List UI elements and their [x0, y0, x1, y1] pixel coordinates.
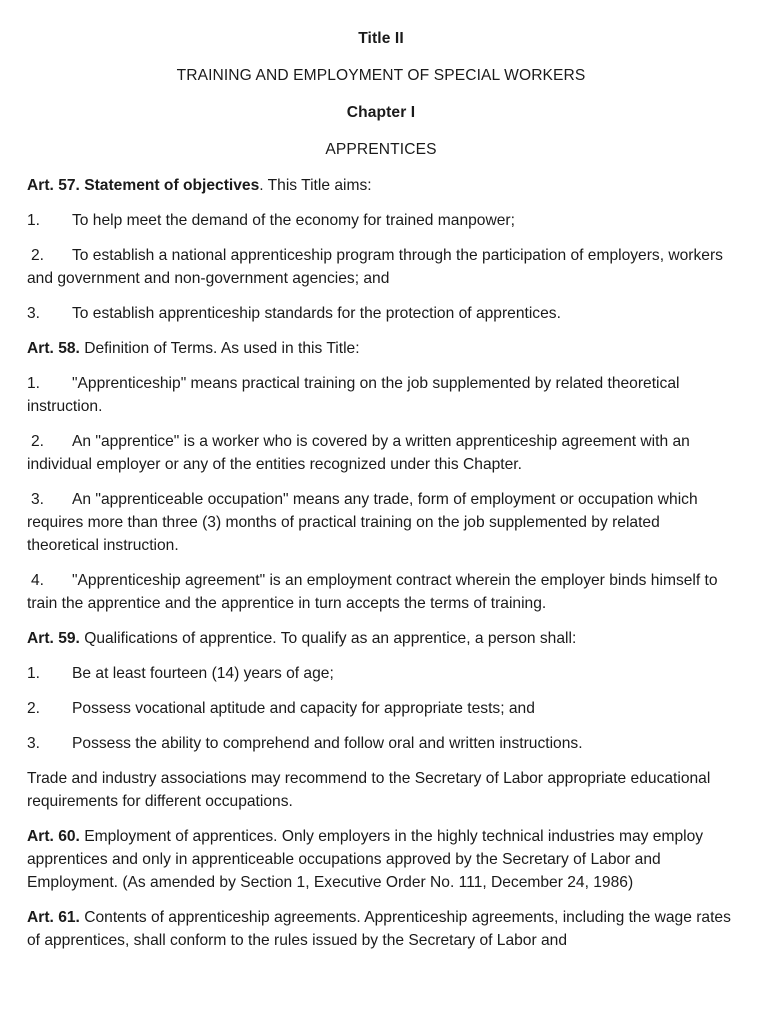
art57-item-3-num: 3. [27, 305, 41, 322]
art59-item-3 [27, 732, 735, 755]
art61-text: Contents of apprenticeship agreements. Apprenticeship agreements, including the wage rates of apprentices, shall conform to the rules issued by the Secretary of Labor and [27, 909, 731, 949]
art59-item-2-num: 2. [27, 700, 41, 717]
art58-item-3-num: 3. [31, 491, 45, 508]
art59-intro: Qualifications of apprentice. To qualify as an apprentice, a person shall: [79, 630, 577, 647]
art58-item-2 [27, 430, 735, 476]
art57-item-1 [27, 209, 735, 232]
art57-item-3-text: To establish apprenticeship standards for the protection of apprentices. [72, 305, 561, 322]
art59-label: Art. 59. [27, 630, 80, 647]
art59-item-1-text: Be at least fourteen (14) years of age; [72, 665, 334, 682]
art59-item-3-num: 3. [27, 735, 41, 752]
art60-text: Employment of apprentices. Only employers in the highly technical industries may employ apprentices and only in apprenticeable occupations approved by the Secretary of Labor and Employment. (As amended by Section 1, Executive Order No. 111, December 24, 1986) [27, 828, 704, 891]
art57-heading [27, 174, 735, 197]
art57-item-2-num: 2. [31, 247, 45, 264]
chapter-name: APPRENTICES [325, 141, 437, 158]
art58-item-1-num: 1. [27, 375, 41, 392]
art58-label: Art. 58. [27, 340, 80, 357]
chapter: Chapter I [346, 104, 416, 121]
art61-paragraph [27, 906, 735, 952]
art60-paragraph [27, 825, 735, 894]
art58-item-4 [27, 569, 735, 615]
art59-item-2 [27, 697, 735, 720]
art57-intro: . This Title aims: [259, 177, 372, 194]
art58-heading [27, 337, 735, 360]
art57-item-1-num: 1. [27, 212, 41, 229]
art58-item-3-text: An "apprenticeable occupation" means any trade, form of employment or occupation which requires more than three (3) months of practical training on the job supplemented by related theoretical instruction. [27, 491, 698, 554]
art58-item-4-text: "Apprenticeship agreement" is an employment contract wherein the employer binds himself to train the apprentice and the apprentice in turn accepts the terms of training. [27, 572, 718, 612]
art57-label: Art. 57. Statement of objectives [27, 177, 260, 194]
art57-item-3 [27, 302, 735, 325]
art58-item-2-text: An "apprentice" is a worker who is covered by a written apprenticeship agreement with an individual employer or any of the entities recognized under this Chapter. [27, 433, 690, 473]
art57-item-1-text: To help meet the demand of the economy for trained manpower; [72, 212, 515, 229]
art60-label: Art. 60. [27, 828, 80, 845]
art58-item-1 [27, 372, 735, 418]
art58-item-4-num: 4. [31, 572, 45, 589]
art59-note: Trade and industry associations may recommend to the Secretary of Labor appropriate educational requirements for different occupations. [27, 770, 711, 810]
art61-label: Art. 61. [27, 909, 80, 926]
art58-item-3 [27, 488, 735, 557]
art57-item-2 [27, 244, 735, 290]
art59-item-1 [27, 662, 735, 685]
art57-item-2-text: To establish a national apprenticeship program through the participation of employers, workers and government and non-government agencies; and [27, 247, 723, 287]
art59-item-2-text: Possess vocational aptitude and capacity for appropriate tests; and [72, 700, 535, 717]
art59-item-1-num: 1. [27, 665, 41, 682]
title: Title II [358, 30, 404, 47]
art59-item-3-text: Possess the ability to comprehend and follow oral and written instructions. [72, 735, 583, 752]
art59-heading [27, 627, 735, 650]
art58-intro: Definition of Terms. As used in this Title: [79, 340, 360, 357]
subtitle: TRAINING AND EMPLOYMENT OF SPECIAL WORKERS [176, 67, 586, 84]
art58-item-1-text: "Apprenticeship" means practical training on the job supplemented by related theoretical instruction. [27, 375, 680, 415]
art58-item-2-num: 2. [31, 433, 45, 450]
